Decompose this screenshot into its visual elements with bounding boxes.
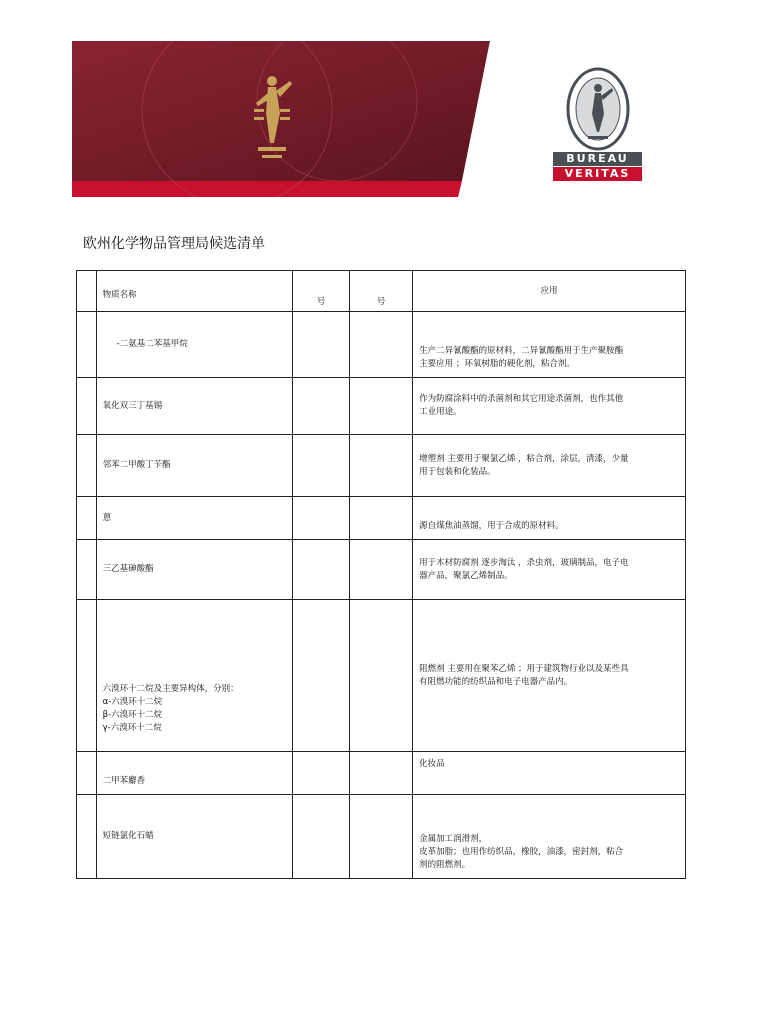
header-cell-col2: 号	[293, 271, 350, 312]
row-col2-cell	[293, 600, 350, 752]
row-application: 增塑剂 主要用于聚氯乙烯 ，粘合剂，涂层，清漆，少量 用于包装和化装品。	[413, 435, 686, 497]
row-col2-cell	[293, 497, 350, 540]
row-index-cell	[77, 497, 97, 540]
row-application: 用于木材防腐剂 逐步淘汰 ，杀虫剂，玻璃制品，电子电 器产品，聚氯乙烯制品。	[413, 540, 686, 600]
table-row	[77, 600, 686, 752]
brand-word-bottom: VERITAS	[553, 167, 642, 181]
row-col3-cell	[349, 540, 412, 600]
table-header-row	[77, 271, 686, 312]
row-col3-cell	[349, 312, 412, 378]
row-application: 源自煤焦油蒸馏，用于合成的原材料。	[413, 497, 686, 540]
row-name: 六溴环十二烷及主要异构体，分别： α-六溴环十二烷 β-六溴环十二烷 γ-六溴环十二烷	[96, 600, 292, 752]
row-col2-cell	[293, 312, 350, 378]
table-row	[77, 435, 686, 497]
row-index-cell	[77, 378, 97, 435]
row-application: 作为防腐涂料中的杀菌剂和其它用途杀菌剂，也作其他 工业用途。	[413, 378, 686, 435]
row-col3-cell	[349, 378, 412, 435]
row-col3-cell	[349, 752, 412, 795]
table-row	[77, 378, 686, 435]
header-cell-index	[77, 271, 97, 312]
header-banner	[72, 41, 490, 197]
table-row	[77, 312, 686, 378]
row-application: 生产二异氰酸酯的原材料，二异氰酸酯用于生产聚胺酯 主要应用 ；环氧树脂的硬化剂，粘合剂。	[413, 312, 686, 378]
table-row	[77, 497, 686, 540]
row-name: 邻苯二甲酸丁苄酯	[96, 435, 292, 497]
table-row	[77, 540, 686, 600]
row-index-cell	[77, 600, 97, 752]
header-cell-col3: 号	[349, 271, 412, 312]
row-name: 短链氯化石蜡	[96, 795, 292, 879]
row-col2-cell	[293, 435, 350, 497]
row-index-cell	[77, 752, 97, 795]
row-name: 三乙基砷酸酯	[96, 540, 292, 600]
header-cell-application: 应用	[413, 271, 686, 312]
row-col2-cell	[293, 540, 350, 600]
row-col2-cell	[293, 378, 350, 435]
banner-graphic	[72, 41, 490, 197]
row-index-cell	[77, 795, 97, 879]
row-name: -二氨基二苯基甲烷	[96, 312, 292, 378]
row-application: 阻燃剂 主要用在聚苯乙烯 ；用于建筑物行业以及某些具 有阻燃功能的纺织品和电子电器产品内。	[413, 600, 686, 752]
table-row	[77, 752, 686, 795]
row-col3-cell	[349, 795, 412, 879]
brand-word-top: BUREAU	[553, 152, 642, 166]
row-name: 氧化双三丁基锡	[96, 378, 292, 435]
row-col3-cell	[349, 497, 412, 540]
row-col2-cell	[293, 752, 350, 795]
row-name: 二甲苯麝香	[96, 752, 292, 795]
row-col3-cell	[349, 435, 412, 497]
candidate-list-table	[76, 270, 686, 879]
row-col2-cell	[293, 795, 350, 879]
row-col3-cell	[349, 600, 412, 752]
page-title: 欧州化学物品管理局候选清单	[83, 236, 265, 252]
header-cell-name: 物质名称	[96, 271, 292, 312]
row-index-cell	[77, 435, 97, 497]
row-index-cell	[77, 540, 97, 600]
seal-icon	[552, 66, 644, 152]
row-application: 金属加工润滑剂， 皮革加脂；也用作纺织品，橡胶，油漆，密封剂，粘合 剂的阻燃剂。	[413, 795, 686, 879]
table-row	[77, 795, 686, 879]
row-name: 蒽	[96, 497, 292, 540]
row-application: 化妆品	[413, 752, 686, 795]
row-index-cell	[77, 312, 97, 378]
